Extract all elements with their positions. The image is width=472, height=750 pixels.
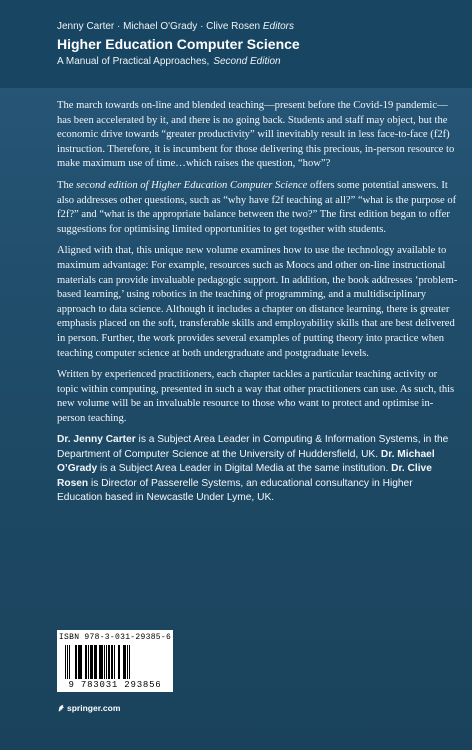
blurb (57, 99, 459, 513)
paragraph-2-post: offers some potential answers. It also addresses other questions, such as “why have f2f teaching at all?” “what is the purpose of f2f?” and “what is the appropriate balance between the two?” The first edition began to offer suggestions for optimising limited opportunities to get together with students. (57, 179, 457, 235)
isbn-label: ISBN 978-3-031-29385-6 (58, 633, 172, 642)
barcode-digits: 9 783031 293856 (68, 680, 162, 690)
paragraph-2-italic: second edition of Higher Education Computer Science (76, 179, 308, 191)
bio-text-carter: is a Subject Area Leader in Computing & Information Systems, in the Department of Computer Science at the University of Huddersfield, UK. (57, 434, 449, 460)
edition-label: Second Edition (213, 56, 281, 67)
barcode-bar (129, 645, 130, 679)
bio-text-rosen: is Director of Passerelle Systems, an educational consultancy in Higher Education based in Newcastle Under Lyme, UK. (57, 477, 413, 504)
editors-names: Jenny Carter · Michael O'Grady · Clive Rosen (57, 21, 261, 32)
subtitle-text: A Manual of Practical Approaches, (57, 56, 210, 67)
publisher-site: springer.com (67, 703, 121, 713)
paragraph-1: The march towards on-line and blended teaching—present before the Covid-19 pandemic—has been accelerated by it, and there is no going back. Students and staff may object, but the economic drive towards “greater productivity” will inevitably result in less face-to-face (f2f) instruction. Therefore, it is incumbent for those delivering this precious, in-person resource to make maximum use of time…which raises the question, “how”? (57, 100, 455, 170)
book-subtitle (57, 55, 457, 68)
paragraph-3: Aligned with that, this unique new volume examines how to use the technology available to maximum advantage: For example, resources such as Moocs and other on-line instructional materials can provide invaluable pedagogic support. In addition, the book addresses ‘problem-based learning,’ using robotics in the teaching of programming, and a multidisciplinary approach to data science. Although it includes a chapter on distance learning, there is greater emphasis placed on the soft, transferable skills and employability skills that are best delivered in person. Further, the work provides several examples of putting theory into practice when teaching computer science at both undergraduate and postgraduate levels. (57, 245, 458, 359)
book-title: Higher Education Computer Science (57, 36, 300, 52)
cover-header (57, 20, 457, 68)
bio-name-rosen: Dr. Clive Rosen (57, 463, 432, 489)
paragraph-4: Written by experienced practitioners, each chapter tackles a particular teaching activity or topic within computing, presented in such a way that other practitioners can use. As such, this new volume will be an invaluable resource to those who want to protect and optimise in-person teaching. (57, 369, 455, 424)
paragraph-2-pre: The (57, 179, 77, 191)
paragraph-2 (57, 179, 459, 237)
barcode-box (57, 630, 173, 692)
publisher-link[interactable] (57, 703, 120, 713)
editors-line (57, 20, 457, 33)
barcode-bars (65, 645, 165, 679)
editors-role: Editors (262, 21, 294, 32)
bio-name-carter: Dr. Jenny Carter (57, 434, 136, 446)
springer-horse-icon (57, 704, 65, 712)
author-bios (57, 433, 459, 505)
bio-name-ogrady: Dr. Michael O’Grady (57, 448, 435, 475)
bio-text-ogrady: is a Subject Area Leader in Digital Media at the same institution. (97, 463, 392, 475)
